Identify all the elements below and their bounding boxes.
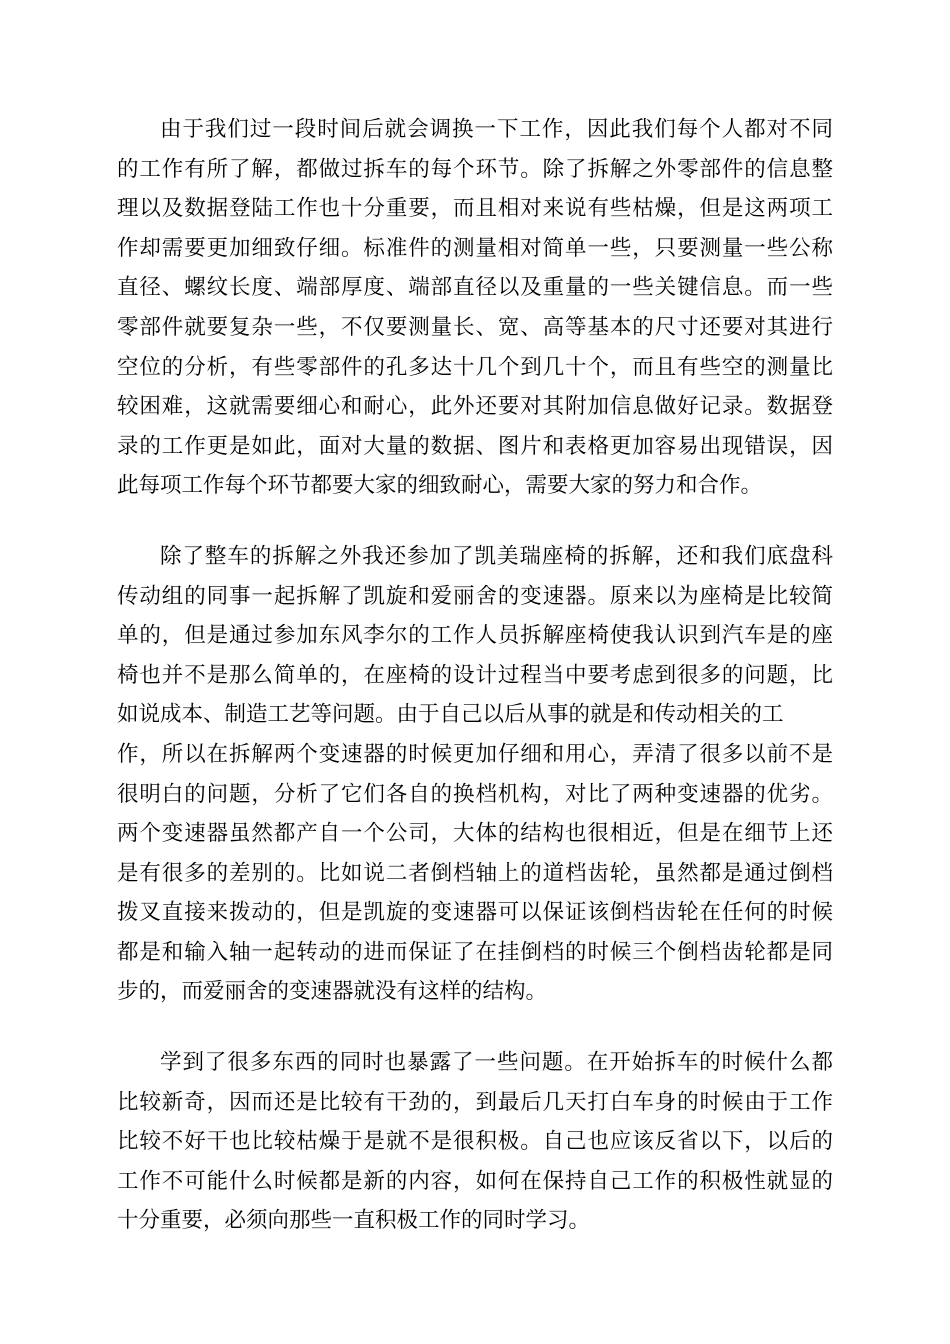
- text-line: 是有很多的差别的。比如说二者倒档轴上的道档齿轮，虽然都是通过倒档: [117, 860, 833, 886]
- text-line: 直径、螺纹长度、端部厚度、端部直径以及重量的一些关键信息。而一些: [117, 275, 833, 301]
- paragraph-2: [117, 537, 833, 1012]
- text-line: 学到了很多东西的同时也暴露了一些问题。在开始拆车的时候什么都: [160, 1050, 833, 1076]
- text-line: 理以及数据登陆工作也十分重要，而且相对来说有些枯燥，但是这两项工: [117, 196, 833, 222]
- text-line: 两个变速器虽然都产自一个公司，大体的结构也很相近，但是在细节上还: [117, 821, 833, 847]
- text-line: 除了整车的拆解之外我还参加了凯美瑞座椅的拆解，还和我们底盘科: [160, 543, 833, 569]
- text-line: 如说成本、制造工艺等问题。由于自己以后从事的就是和传动相关的工: [117, 702, 784, 728]
- text-line: 的工作有所了解，都做过拆车的每个环节。除了拆解之外零部件的信息整: [117, 156, 833, 182]
- text-line: 作却需要更加细致仔细。标准件的测量相对简单一些，只要测量一些公称: [117, 235, 833, 261]
- text-line: 录的工作更是如此，面对大量的数据、图片和表格更加容易出现错误，因: [117, 433, 833, 459]
- text-line: 步的，而爱丽舍的变速器就没有这样的结构。: [117, 979, 548, 1005]
- paragraph-1: [117, 110, 833, 506]
- document-body: [117, 110, 833, 1272]
- text-line: 零部件就要复杂一些，不仅要测量长、宽、高等基本的尺寸还要对其进行: [117, 314, 833, 340]
- text-line: 传动组的同事一起拆解了凯旋和爱丽舍的变速器。原来以为座椅是比较简: [117, 583, 833, 609]
- text-line: 比较新奇，因而还是比较有干劲的，到最后几天打白车身的时候由于工作: [117, 1089, 833, 1115]
- text-line: 作，所以在拆解两个变速器的时候更加仔细和用心，弄清了很多以前不是: [117, 741, 833, 767]
- text-line: 十分重要，必须向那些一直积极工作的同时学习。: [117, 1208, 591, 1234]
- text-line: 工作不可能什么时候都是新的内容，如何在保持自己工作的积极性就显的: [117, 1168, 833, 1194]
- text-line: 都是和输入轴一起转动的进而保证了在挂倒档的时候三个倒档齿轮都是同: [117, 939, 833, 965]
- paragraph-3: [117, 1043, 833, 1241]
- text-line: 很明白的问题，分析了它们各自的换档机构，对比了两种变速器的优劣。: [117, 781, 833, 807]
- text-line: 椅也并不是那么简单的，在座椅的设计过程当中要考虑到很多的问题，比: [117, 662, 833, 688]
- text-line: 较困难，这就需要细心和耐心，此外还要对其附加信息做好记录。数据登: [117, 394, 833, 420]
- text-line: 空位的分析，有些零部件的孔多达十几个到几十个，而且有些空的测量比: [117, 354, 833, 380]
- text-line: 拨叉直接来拨动的，但是凯旋的变速器可以保证该倒档齿轮在任何的时候: [117, 900, 833, 926]
- text-line: 比较不好干也比较枯燥于是就不是很积极。自己也应该反省以下，以后的: [117, 1129, 833, 1155]
- text-line: 由于我们过一段时间后就会调换一下工作，因此我们每个人都对不同: [160, 117, 833, 142]
- text-line: 此每项工作每个环节都要大家的细致耐心，需要大家的努力和合作。: [117, 473, 763, 499]
- text-line: 单的，但是通过参加东风李尔的工作人员拆解座椅使我认识到汽车是的座: [117, 623, 833, 649]
